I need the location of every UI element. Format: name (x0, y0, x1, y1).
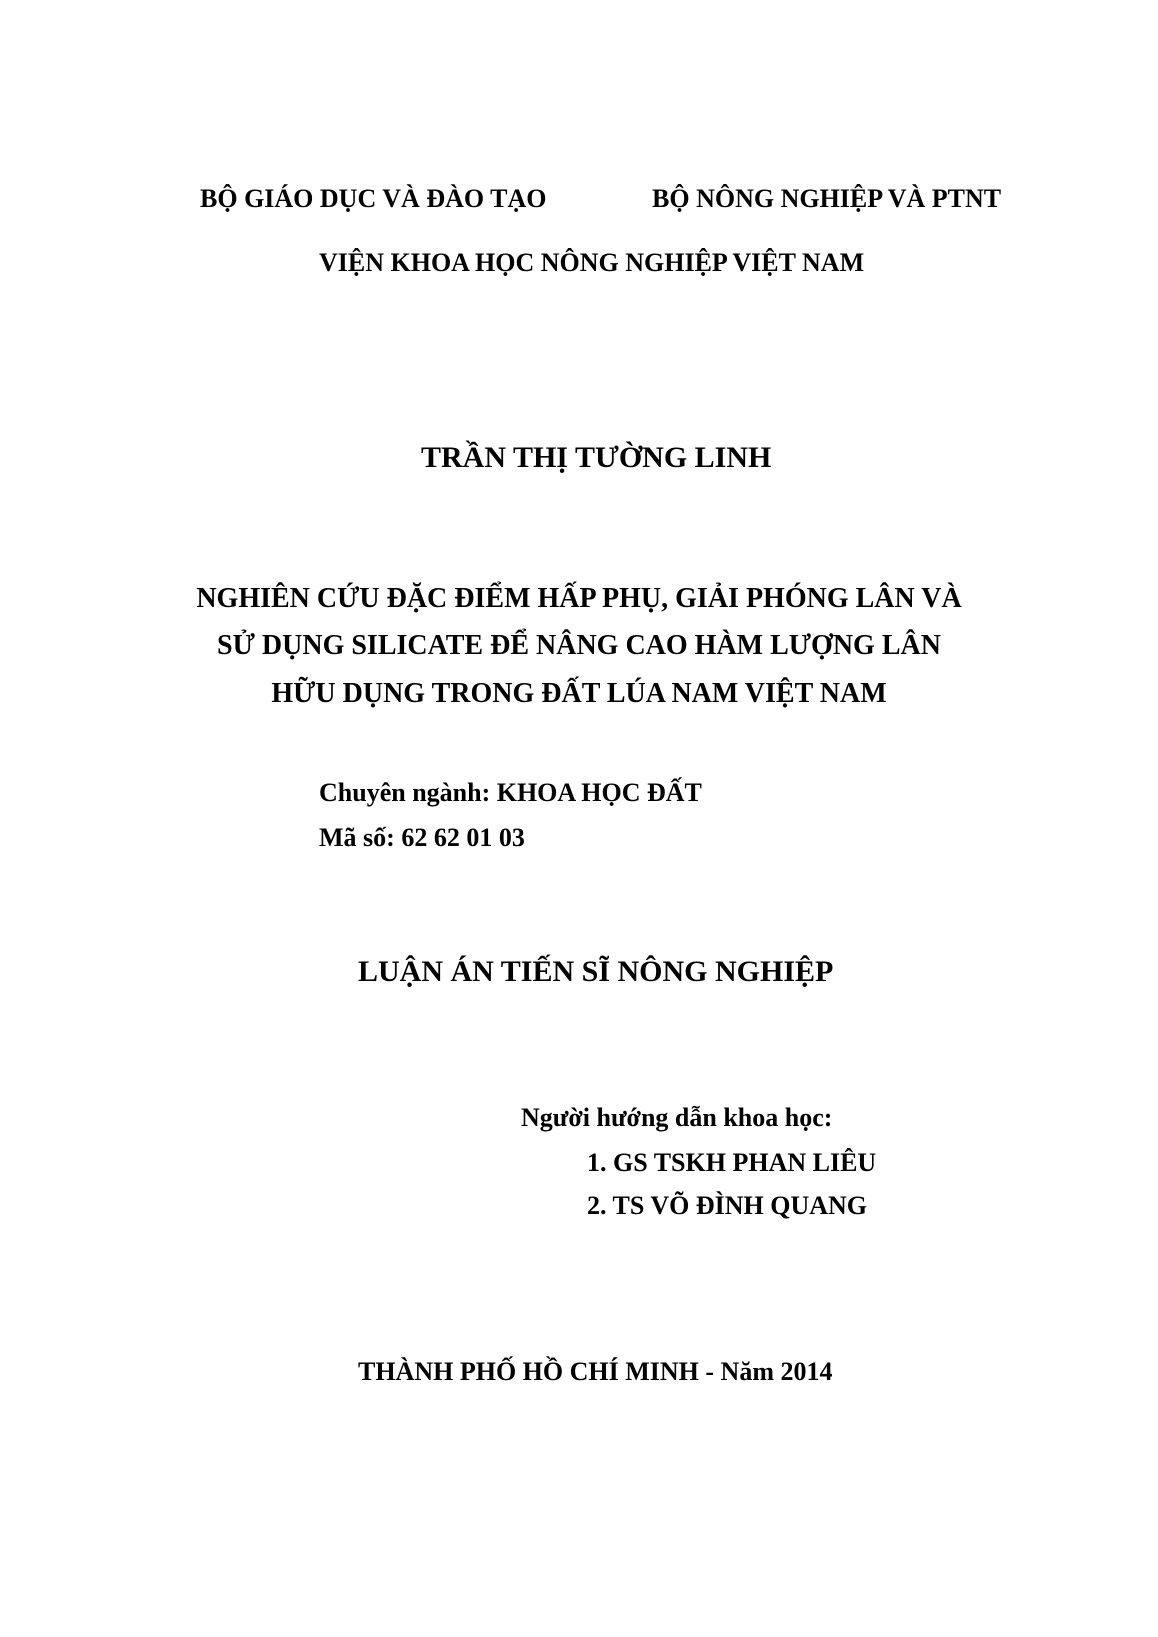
specialization-field: Chuyên ngành: KHOA HỌC ĐẤT (319, 778, 702, 807)
thesis-title-line-3: HỮU DỤNG TRONG ĐẤT LÚA NAM VIỆT NAM (271, 678, 887, 709)
ministry-left-heading: BỘ GIÁO DỤC VÀ ĐÀO TẠO (200, 184, 547, 213)
institute-heading: VIỆN KHOA HỌC NÔNG NGHIỆP VIỆT NAM (319, 248, 865, 277)
degree-title: LUẬN ÁN TIẾN SĨ NÔNG NGHIỆP (358, 955, 834, 988)
supervisor-item: 1. GS TSKH PHAN LIÊU (587, 1148, 877, 1177)
thesis-title-line-1: NGHIÊN CỨU ĐẶC ĐIỂM HẤP PHỤ, GIẢI PHÓNG LÂN VÀ (196, 583, 962, 614)
author-name: TRẦN THỊ TƯỜNG LINH (421, 441, 772, 474)
thesis-title-line-2: SỬ DỤNG SILICATE ĐỂ NÂNG CAO HÀM LƯỢNG LÂN (217, 630, 941, 661)
ministry-right-heading: BỘ NÔNG NGHIỆP VÀ PTNT (652, 184, 1002, 213)
specialization-code: Mã số: 62 62 01 03 (319, 823, 525, 852)
supervisors-label: Người hướng dẫn khoa học: (521, 1103, 833, 1132)
supervisor-item: 2. TS VÕ ĐÌNH QUANG (587, 1191, 868, 1220)
place-and-year: THÀNH PHỐ HỒ CHÍ MINH - Năm 2014 (358, 1357, 833, 1386)
